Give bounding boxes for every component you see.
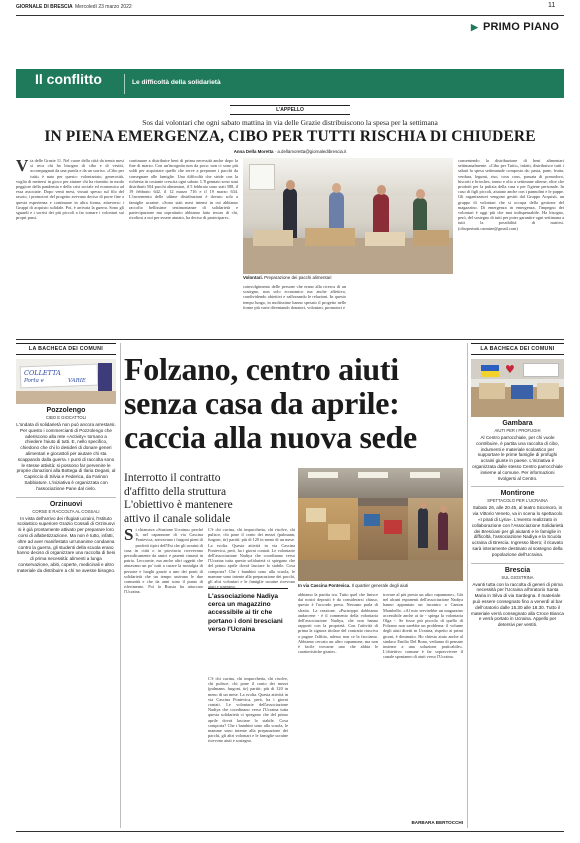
montirone-title: Montirone	[500, 490, 535, 498]
pozzolengo-photo	[16, 359, 116, 404]
drop-cap: V	[16, 156, 29, 175]
right-column-rule	[467, 343, 468, 828]
page-number: 11	[548, 2, 556, 9]
left-sidebar-divider	[16, 497, 116, 498]
main-drop-cap: S	[124, 525, 134, 544]
pozzolengo-subtitle: CIBO E GIOCATTOLI	[45, 415, 87, 420]
main-col-1	[124, 527, 203, 827]
callout	[208, 588, 288, 634]
pozzolengo-text: L'ondata di solidarietà non può ancora arrestarsi. Per questo i commercianti di Pozzolengo che aderiscono alla rete «Activity» tornano a chiedere l'aiuto di tutti. E, nello specifico, chiedono che chi lo desideri di donare generi alimentari e giocattoli per aiutare chi sta scappando dalla guerra. I punti di raccolta sono le stesse attività: si possono far pervenire le proprie donazioni alla Bottega di Ilaria Degani, al Capriccio di Silvia e Federica, da Farinon Sabbiature. L'iniziativa è organizzata con l'associazione Pane dal cielo.	[16, 422, 116, 491]
top-headline: IN PIENA EMERGENZA, CIBO PER TUTTI RISCHIA DI CHIUDERE	[44, 128, 536, 145]
montirone-subtitle: SPETTACOLO PER L'UCRAINA	[487, 498, 548, 504]
pozzolengo-photo-text: COLLETTA	[24, 369, 61, 377]
main-subhead-line-3: L'obiettivo è mantenere	[124, 499, 233, 511]
topic-subtitle: Le difficoltà della solidarietà	[132, 79, 221, 86]
main-author: BARBARA BERTOCCHI	[411, 820, 463, 825]
pozzolengo-title: Pozzolengo	[46, 407, 86, 414]
main-headline-line-2: senza casa da aprile:	[124, 385, 400, 421]
callout-text: L'associazione Nadiya cerca un magazzino accessibile ai tir che portano i doni bresciani verso l'Ucraina	[208, 593, 283, 633]
left-column-rule	[120, 343, 121, 828]
left-sidebar	[16, 343, 116, 828]
main-subhead-line-2: d'affitto della struttura	[124, 485, 227, 498]
section-arrow-icon: ▶	[471, 22, 478, 32]
masthead-paper: GIORNALE DI BRESCIA	[16, 4, 73, 10]
right-sidebar-divider-1	[471, 486, 564, 487]
gambara-text: Al Centro parrocchiale, per chi vuole contribuire, è partita una raccolta di cibo, indumenti e materiale scolastico per supportare le prime famiglie di profughi ucraini giunte in paese. L'iniziativa è organizzata dalle stesso Centro parrocchiale insieme al comune. Per informazioni rivolgersi al Centro.	[472, 435, 563, 481]
main-col-2: C'è chi cucina, chi impacchetta, chi risolve, chi pulisce, chi pone il conto dei mezzi (pulmann, furgoni, tir) partiti: più di 120 in meno di un mese. La svolta. Questa attività in via Cascina Pontevica, però, ha i giorni contati. Le volontarie dell'associazione Nadiya che coordinano verso l'Ucraina tutta questa solidarietà ci spiegano che del primo aprile dovrà lasciare lo stabile. Cosa comporta? Che i bambini sono alla scuola, le mamme sono intente alla preparazione dei pacchi, gli altri volontari e le famiglie ucraine ricevono aiuti e sostegno.	[208, 527, 295, 590]
top-col-4	[458, 158, 564, 336]
top-col-1-text: ia delle Grazie 11. Nel cuore della città da trenta mesi si reca chi ha bisogno di cibo e di vestiti, accompagnati da una parola e da un sorriso. «Cibo per tutti» è nato per questo: volontariato, generosità, voglia di mettersi in gioco per aiutare chi ha risentito in modo peggiore della pandemia e della crisi sociale ed economica ad essa associate. Dopo venti mesi, vissuti spesso sul filo del rasoio, i promotori del progetto avevano deciso di porre fine a questa esperienza e continuare in altra forma, attraverso i Gruppi di acquisto solidale. Poi, è arrivata la guerra. Sono gli sguardi e i sorrisi dei più piccoli a far tornare i volontari sui propri passi.	[16, 158, 124, 221]
orzinuovi-subtitle: CORSE E RACCOLTA AL COSSALI	[32, 508, 100, 514]
banner-divider	[124, 74, 125, 94]
gambara-photo: ♥	[471, 359, 564, 417]
main-col-1-text: i chiamava «Stazione Ucraina» perché lì, nel capannone di via Cascina Pontevica, arrivavano i furgoni pieni di prodotti tipici dell'Est che gli ucraini di casa in città o in provincia ricevevano periodicamente da amici e parenti rimasti in patria. Leccornie, ma anche altri oggetti che aiutavano un po' tutti a curare la nostalgia di persone e luoghi grazie a uno dei ponti di solidarietà che un tempo univano le due comunità e che da anni sono il punto di riferimento. Poi la Russia ha attaccato l'Ucraina.	[124, 527, 203, 595]
main-subhead-line-4: attivo il canale solidale	[124, 512, 231, 525]
brescia-text: Avanti tutta con la raccolta di generi di prima necessità per l'Ucraina all'oratorio Santa Maria in Silva di via Sardegna. Il materiale può essere consegnato fino a venerdì al bar dell'oratorio dalle 15.30 alle 18.30. Tutto il materiale verrà consegnato alla Croce Bianca e verrà portato in Ucraina. Appello per detersivi per vestiti.	[471, 581, 564, 628]
montirone-text: Sabato 26, alle 20.45, al teatro Sicomoro, in via Vittorio Veneto, va in scena lo spettacolo «I pirati di Lyria». L'evento realizzato in collaborazione con l'Associazione Solidarietà dei Bresciani per gli aiutanti e le famiglie in difficoltà, l'associazione Nadiya e la Scuola ucraina di Brescia. Ingresso libero; il ricavato sarà interamente destinato al sostegno della popolazione dell'Ucraina.	[471, 505, 564, 557]
top-col-1	[16, 158, 124, 336]
deck: Sos dai volontari che ogni sabato mattina in via delle Grazie distribuiscono la spesa per la settimana	[142, 118, 438, 127]
bottom-rule	[16, 831, 564, 832]
top-col-2: continuare a distribuire beni di prima necessità anche dopo la fine di marzo. Con un'incognita non da poco: non ci sono più soldi per acquistare quello che serve a preparare i pacchi da consegnare alle famiglie. Una difficoltà che stride con la richiesta in costante crescita ogni sabato. L'8 gennaio sono stati distribuiti 504 pacchi alimentari, il 5 febbraio sono stati 588, il 19 febbraio 642, il 12 marzo 716 e il 19 marzo 634. L'incremento delle ultime distribuzioni è dovuto solo a famiglie ucraine. «Sono stati mesi intensi in cui abbiamo raccolto bellissime testimonianze di solidarietà e partecipazione ma soprattutto abbiamo fatto tesoro di chi, rivoltosi a noi per essere aiutato, ha deciso di partecipare».	[129, 158, 238, 221]
warehouse-caption-text: Il quartier generale degli aiuti	[351, 583, 409, 588]
byline-name: Anna Della Moretta	[233, 149, 274, 154]
main-headline	[124, 352, 464, 454]
main-col-2-cont	[208, 676, 288, 826]
warehouse-caption-bold: In via Cascina Pontevica.	[298, 583, 351, 588]
masthead-rule	[16, 15, 564, 16]
right-sidebar	[471, 343, 564, 828]
main-col-3: abbiamo la partita iva. Tutto quel che finisce dai nostri depositi è da considerarsi chiuso, questo è l'accordo preso. Nessuno parla di sfratto. La reazione. «Purtroppo dobbiamo andarcene - è il commento della volontaria dell'associazione Nadiya, che non hanno rapporti con la proprietà. Con l'attività di prima la signora titolare del contratto riusciva a pagare l'affitto, adesso non ce la facciamo. Abbiamo cercato un altro capannone, ma non è facile trovarne uno che abbia le caratteristiche giuste».	[298, 592, 378, 655]
right-sidebar-header: LA BACHECA DEI COMUNI	[471, 343, 564, 355]
byline	[16, 149, 564, 154]
topic-title: Il conflitto	[35, 71, 102, 87]
right-sidebar-divider-2	[471, 563, 564, 564]
orzinuovi-text: In vista dell'arrivo dei rifugiati ucraini, l'Istituto scolastico superiore Grazio Cossali di Orzinuovi si è già prontamente attivato per preparare loro corsi di alfabetizzazione. Ma non è tutto, infatti, oltre ad aver manifestato un'unanime condanna contro la guerra, gli studenti della scuola erano hanno deciso di organizzare una raccolta di beni di prima necessità: alimenti a lunga conservazione, abiti, coperte, medicinali e altro materiale da distribuire a chi ne avesse bisogno.	[16, 515, 116, 573]
brescia-subtitle: SUL GIOSTRINA	[501, 574, 534, 580]
top-col-3: coinvolgimento delle persone che erano alla ricerca di un sostegno, non solo economico ma anche affettivo, condividendo obiettivi e rafforzando le relazioni. In questo tempo lungo, in moltissime hanno spesato il progetto nelle forme più varie diventando donatori, volontari, promotori e	[243, 284, 346, 310]
orzinuovi-title: Orzinuovi	[49, 500, 83, 508]
volunteers-caption-text: Preparazione dei pacchi alimentari	[264, 275, 332, 280]
volunteers-caption	[243, 275, 453, 280]
main-headline-line-1: Folzano, centro aiuti	[124, 351, 399, 387]
masthead-date: Mercoledì 23 marzo 2022	[75, 4, 132, 10]
pozzolengo-photo-text-2: Porta e	[24, 378, 44, 384]
volunteers-photo	[243, 158, 453, 274]
section-title: PRIMO PIANO	[483, 21, 560, 33]
main-subhead	[124, 472, 294, 526]
brescia-title: Brescia	[504, 566, 531, 574]
top-col-4-text: consentendo la distribuzione di beni alimentari settimanalmente. «Cibo per Tutti», infatti, distribuisce tutti i sabati la spesa settimanale composta da: pasta, pane, frutta, verdura, legumi, riso, cous cous, passata di pomodoro, biscotti e brioches, tonno e olio a settimane alterne, oltre che prodotti per la pulizia della casa e per l'igiene personale. In caso di figli piccoli, aiutano anche con i pannolini e le pappe. Gli organizzatori vengono gestiti dal Gruppo Acquisti, un gruppo di volontari che si occupa della gestione del magazzino. Di emergenza in emergenza, l'impegno dei volontari è oggi più che mai indispensabile. Ha bisogno, però, del sostegno di tutti per poter garantire ogni settimana a tutti la possibilità di nutrirsi.	[458, 158, 564, 226]
left-sidebar-header: LA BACHECA DEI COMUNI	[16, 343, 116, 355]
top-divider	[16, 339, 564, 340]
gambara-subtitle: AIUTI PER I PROFUGHI	[494, 428, 541, 433]
contact-email: (cibopertutti.carmine@gmail.com)	[458, 225, 518, 231]
main-col-4: trovare al più presto un altro capannone», Già nel alcuni esponenti dell'associazione Nadiya hanno appuntato un incontro a Canton Mombello. «Al mio servirebbe un magazzino accessibile anche ai tir - spiega la volontaria Olga -. Se fosse più piccolo di quello di Folzano non sarebbe un problema: il volume degli aiuti diretti in Ucraina, rispetto ai primi giorni, è diminuito. Ho chiesto aiuto anche al sindaco Emilio Del Bono, vediamo di pensare insieme a una soluzione praticabile». L'obiettivo comune è far sopravvivere il canale spontaneo di aiuti verso l'Ucraina.	[383, 592, 463, 660]
volunteers-caption-bold: Volontari.	[243, 275, 263, 280]
pozzolengo-photo-text-3: VARIE	[68, 378, 86, 384]
main-col-2-cont-text: C'è chi cucina, chi impacchetta, chi risolve, chi pulisce, chi pone il conto dei mezzi (pulmann, furgoni, tir) partiti: più di 120 in meno di un mese. La svolta. Questa attività in via Cascina Pontevica, però, ha i giorni contati. Le volontarie dell'associazione Nadiya che coordinano verso l'Ucraina tutta questa solidarietà ci spiegano che del primo aprile dovrà lasciare lo stabile. Cosa comporta? Che i bambini sono alla scuola, le mamme sono intente alla preparazione dei pacchi, gli altri volontari e le famiglie ucraine ricevono aiuti e sostegno.	[208, 676, 288, 744]
warehouse-photo	[298, 468, 463, 581]
byline-email: · a.dellamoretta@giornaledibrescia.it	[274, 149, 347, 154]
gambara-title: Gambara	[502, 420, 533, 427]
main-headline-line-3: caccia alla nuova sede	[124, 419, 417, 455]
main-subhead-line-1: Interrotto il contratto	[124, 472, 221, 484]
kicker: L'APPELLO	[230, 105, 350, 115]
warehouse-caption	[298, 583, 463, 588]
